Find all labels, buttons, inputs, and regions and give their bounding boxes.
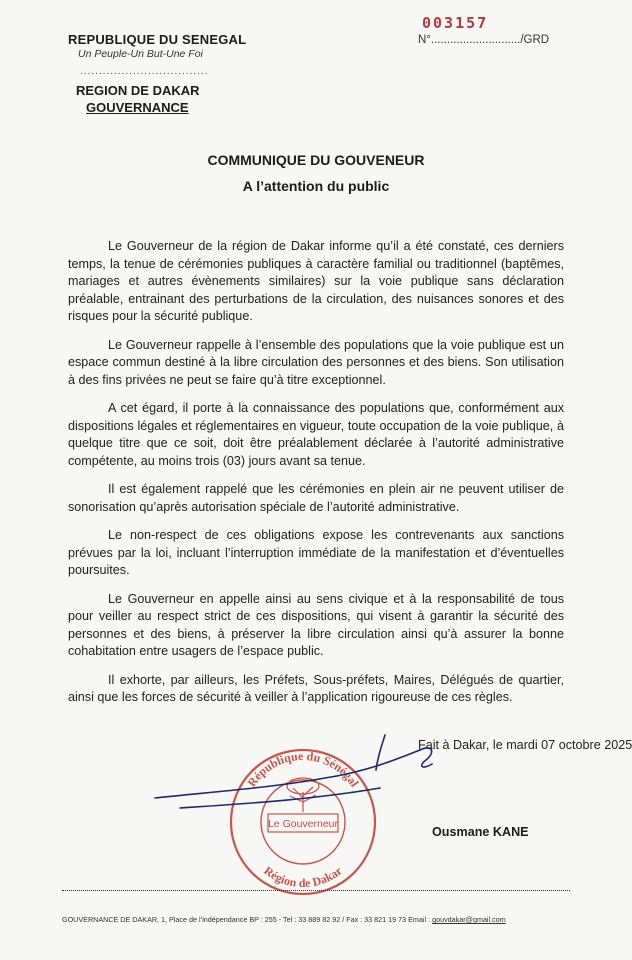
- official-stamp-and-signature: [150, 730, 440, 900]
- paragraph: Le non-respect de ces obligations expose les contrevenants aux sanctions prévues par la loi, incluant l’interruption immédiate de la manifestation et d’éventuelles poursuites.: [68, 528, 564, 577]
- reference-number-stamp: 003157: [422, 14, 489, 32]
- footer-separator: [62, 890, 570, 891]
- paragraph: Le Gouverneur de la région de Dakar informe qu’il a été constaté, ces derniers temps, la tenue de cérémonies publiques à caractère familial ou traditionnel (baptêmes, mariages et autres évènements similaires) sur la voie publique sans déclaration préalable, entrainant des perturbations de la circulation, des nuisances sonores et des risques pour la sécurité publique.: [68, 239, 564, 323]
- stamp-center-text: Le Gouverneur: [267, 818, 339, 830]
- document-title: COMMUNIQUE DU GOUVENEUR: [207, 152, 425, 168]
- stamp-top-text: République du Sénégal: [244, 748, 362, 790]
- reference-line: N°............................/GRD: [418, 34, 550, 46]
- footer-contact: [62, 915, 582, 924]
- national-motto: Un Peuple-Un But-Une Foi: [78, 48, 203, 60]
- paragraph: A cet égard, il porte à la connaissance des populations que, conformément aux dispositions légales et réglementaires en vigueur, toute occupation de la voie publique, à quelque titre que ce soit, doit être préalablement déclarée à l’autorité administrative compétente, au moins trois (03) jours avant sa tenue.: [68, 401, 564, 468]
- letterhead: [68, 32, 288, 115]
- office-name: GOUVERNANCE: [86, 100, 189, 115]
- paragraph: Il est également rappelé que les cérémonies en plein air ne peuvent utiliser de sonorisation qu’après autorisation spéciale de l’autorité administrative.: [68, 482, 564, 514]
- footer-address: GOUVERNANCE DE DAKAR, 1, Place de l’indépendance BP : 255 - Tel : 33 889 82 92 / Fax : 33 821 19 73 Email :: [62, 915, 433, 924]
- header-separator: ..................................: [80, 66, 209, 77]
- stamp-bottom-text: Région de Dakar: [261, 863, 345, 891]
- region-name: REGION DE DAKAR: [76, 83, 200, 98]
- signer-name: Ousmane KANE: [432, 825, 529, 839]
- document-subtitle: A l’attention du public: [242, 178, 390, 194]
- document-body: [68, 238, 564, 718]
- paragraph: Il exhorte, par ailleurs, les Préfets, Sous-préfets, Maires, Délégués de quartier, ainsi que les forces de sécurité à veiller à l’application rigoureuse de ces règles.: [68, 672, 564, 704]
- footer-email[interactable]: gouvdakar@gmail.com: [432, 915, 506, 924]
- place-and-date: Fait à Dakar, le mardi 07 octobre 2025: [418, 738, 632, 752]
- country-name: REPUBLIQUE DU SENEGAL: [68, 32, 247, 47]
- paragraph: Le Gouverneur en appelle ainsi au sens civique et à la responsabilité de tous pour veiller au respect strict de ces dispositions, qui visent à garantir la sécurité des personnes et des biens, à préserver la libre circulation ainsi qu’à assurer la bonne cohabitation entre usagers de l’espace public.: [68, 591, 564, 658]
- paragraph: Le Gouverneur rappelle à l’ensemble des populations que la voie publique est un espace commun destiné à la libre circulation des personnes et des biens. Son utilisation à des fins privées ne peut se faire qu’à titre exceptionnel.: [68, 337, 564, 387]
